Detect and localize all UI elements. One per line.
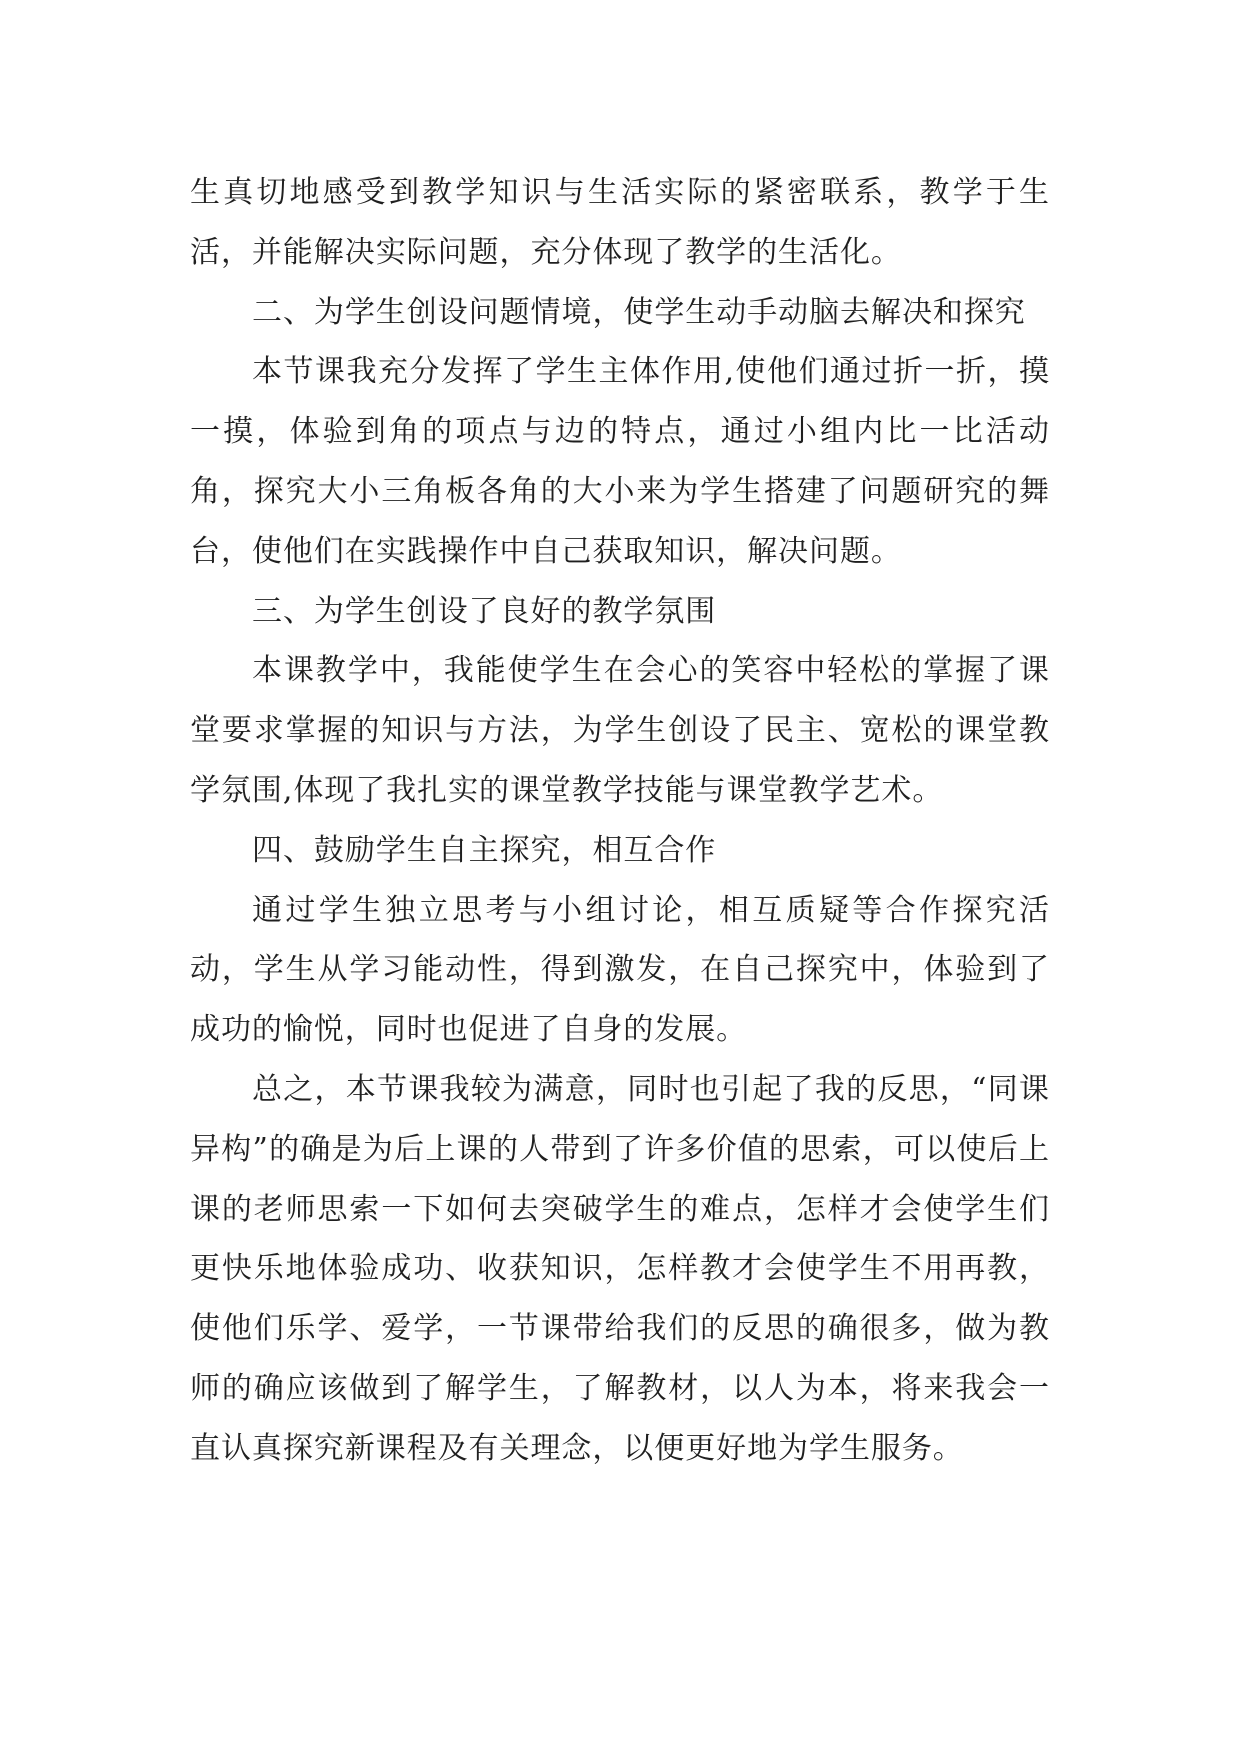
paragraph-section-4: 通过学生独立思考与小组讨论，相互质疑等合作探究活动，学生从学习能动性，得到激发，在自己探究中，体验到了成功的愉悦，同时也促进了自身的发展。 [190, 892, 1050, 1048]
paragraph-conclusion: 总之，本节课我较为满意，同时也引起了我的反思，“同课异构”的确是为后上课的人带到了许多价值的思索，可以使后上课的老师思索一下如何去突破学生的难点，怎样才会使学生们更快乐地体验成功、收获知识，怎样教才会使学生不用再教，使他们乐学、爱学，一节课带给我们的反思的确很多，做为教师的确应该做到了解学生，了解教材，以人为本，将来我会一直认真探究新课程及有关理念，以便更好地为学生服务。 [190, 1071, 1050, 1466]
section-heading-3: 三、为学生创设了良好的教学氛围 [252, 593, 717, 629]
paragraph-section-3: 本课教学中，我能使学生在会心的笑容中轻松的掌握了课堂要求掌握的知识与方法，为学生创设了民主、宽松的课堂教学氛围,体现了我扎实的课堂教学技能与课堂教学艺术。 [190, 653, 1050, 808]
section-heading-4: 四、鼓励学生自主探究，相互合作 [252, 832, 717, 868]
paragraph-continuation: 生真切地感受到教学知识与生活实际的紧密联系，教学于生活，并能解决实际问题，充分体现了教学的生活化。 [190, 175, 1050, 270]
paragraph-section-2: 本节课我充分发挥了学生主体作用,使他们通过折一折，摸一摸，体验到角的项点与边的特点，通过小组内比一比活动角，探究大小三角板各角的大小来为学生搭建了问题研究的舞台，使他们在实践操作中自己获取知识，解决问题。 [190, 354, 1050, 569]
section-heading-2: 二、为学生创设问题情境，使学生动手动脑去解决和探究 [252, 294, 1026, 330]
document-body [190, 163, 1050, 1479]
